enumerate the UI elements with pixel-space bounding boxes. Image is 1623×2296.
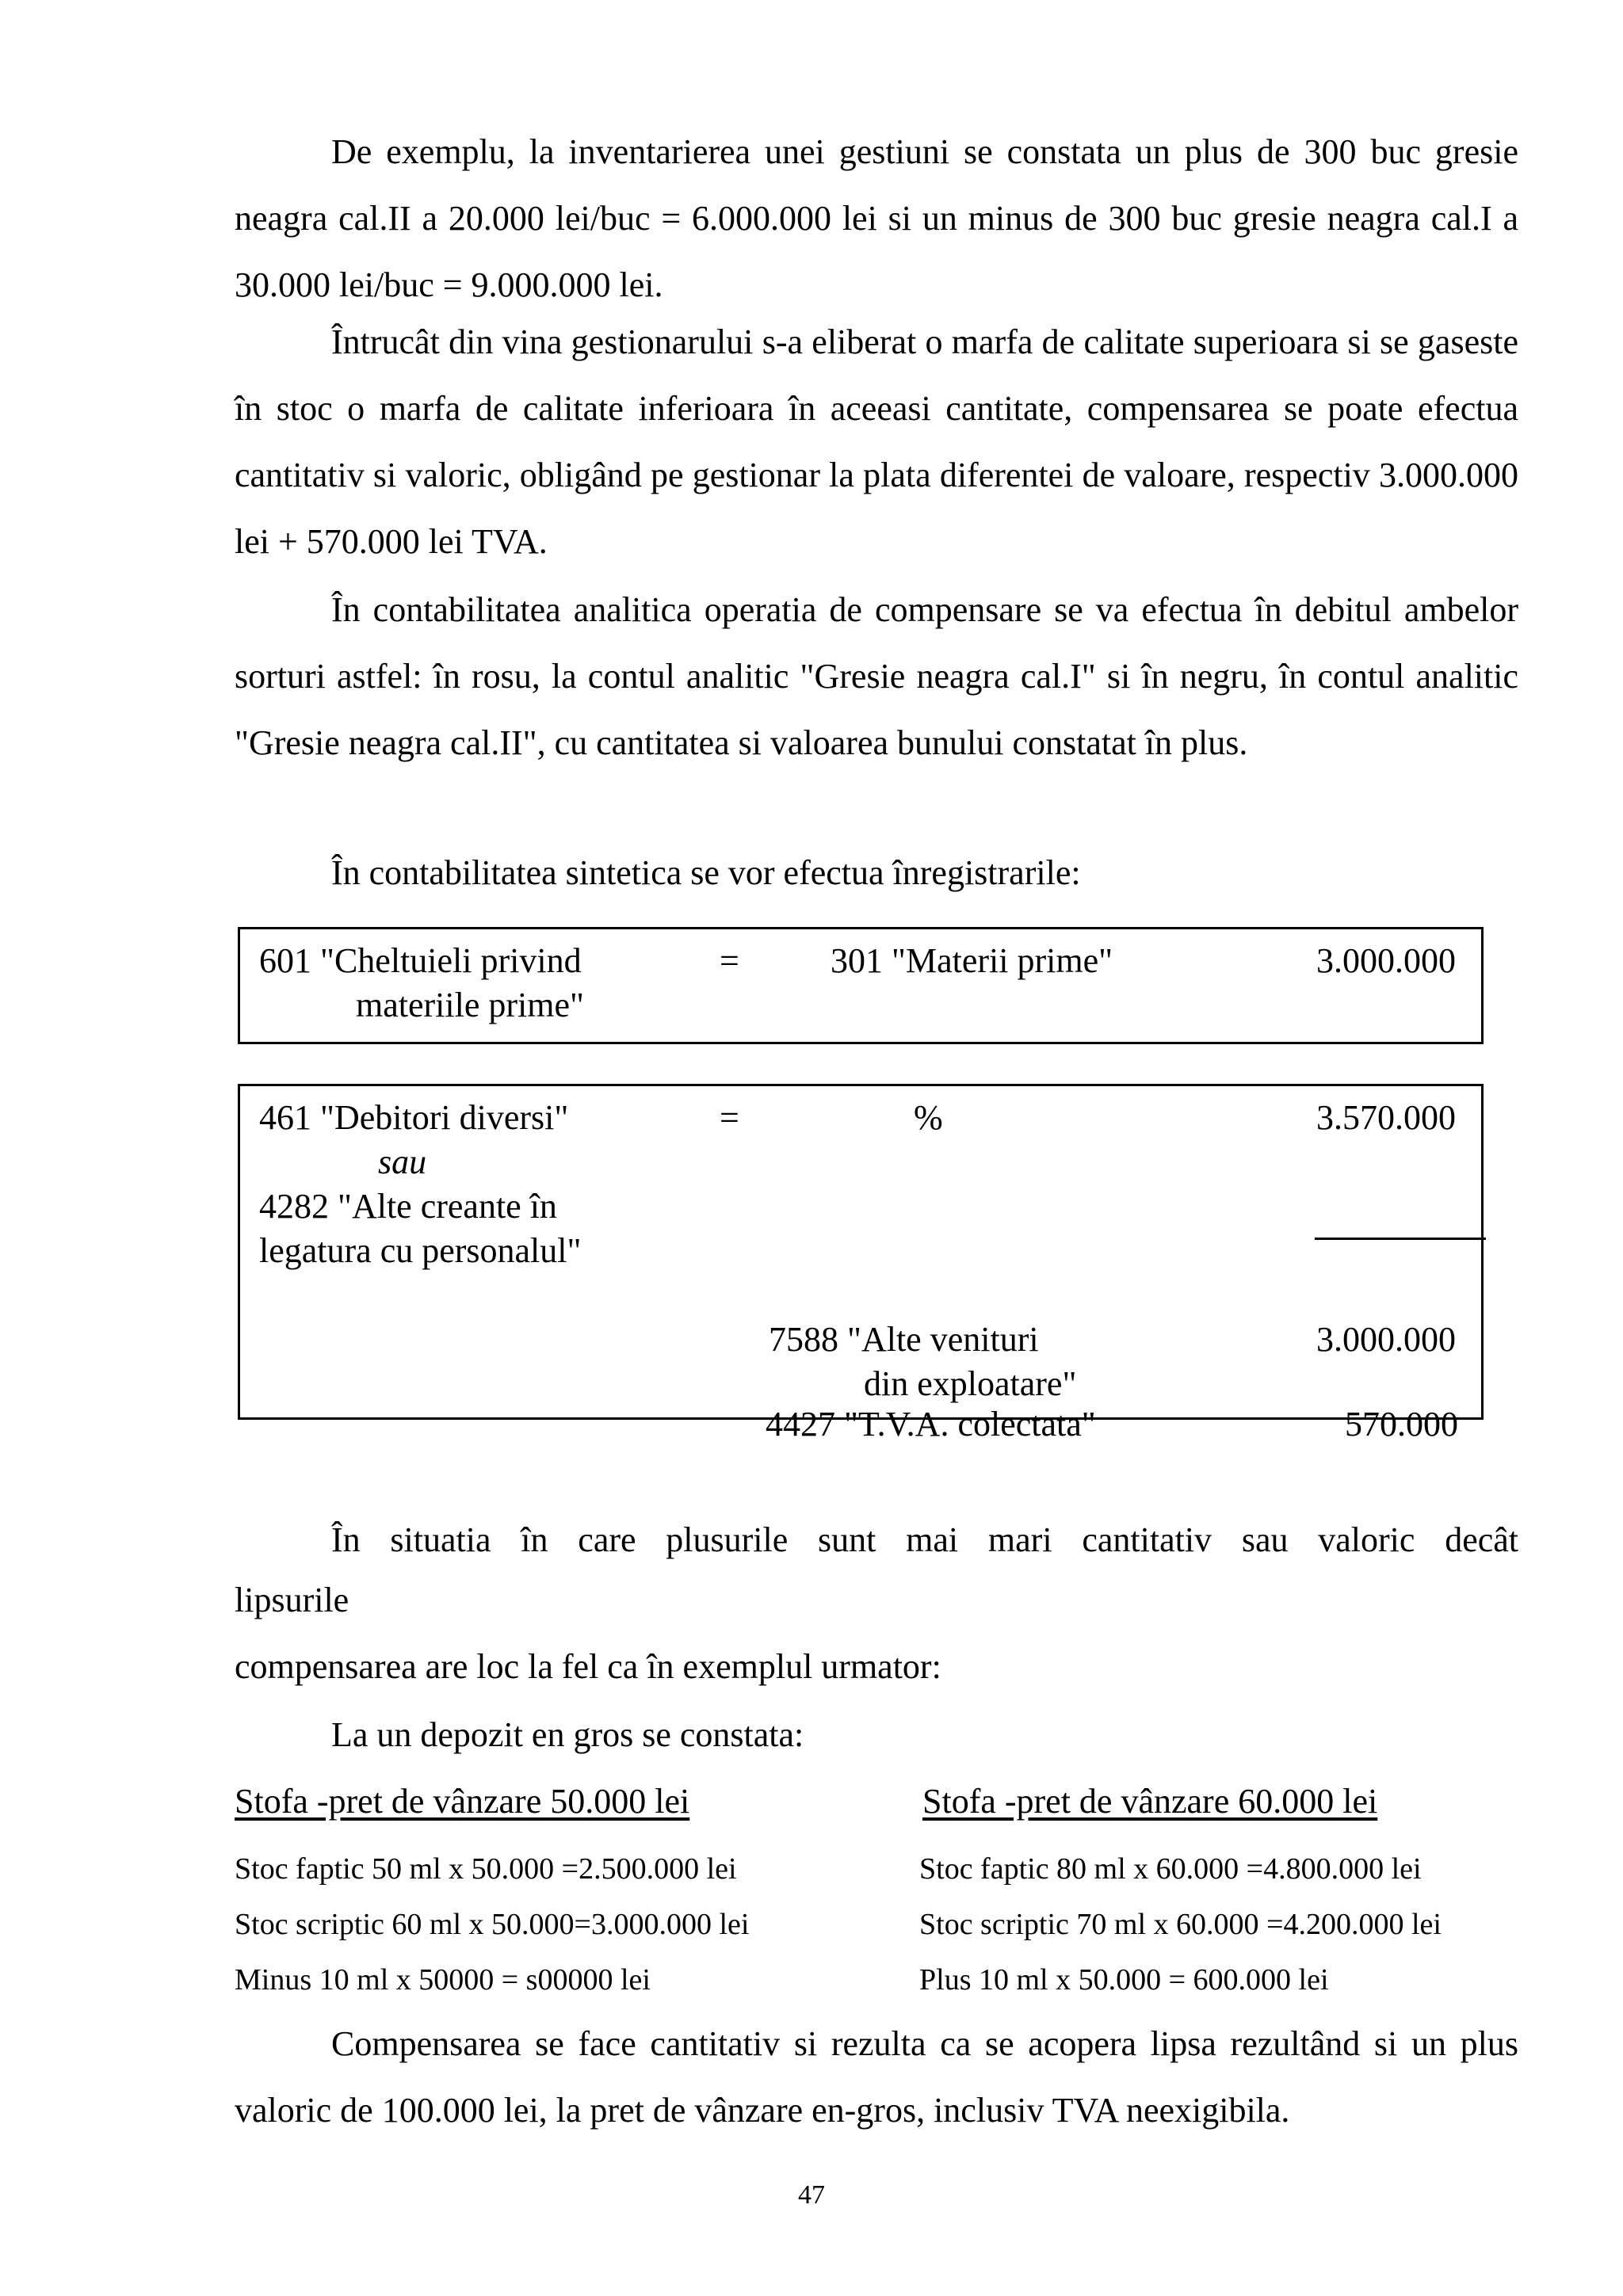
entry1-equals: = bbox=[720, 941, 739, 980]
paragraph-analytic: În contabilitatea analitica operatia de compensare se va efectua în debitul ambelor sorturi astfel: în rosu, la contul analitic "Gresie neagra cal.I" si în negru, în contul analitic "Gresie neagra cal.II", cu cantitatea si valoarea bunului constatat în plus. bbox=[235, 590, 1518, 762]
entry2-credit-4427-amount: 570.000 bbox=[1345, 1405, 1458, 1444]
paragraph-conclusion: Compensarea se face cantitativ si rezulta ca se acopera lipsa rezultând si un plus valoric de 100.000 lei, la pret de vânzare en-gros, inclusiv TVA neexigibila. bbox=[235, 2024, 1518, 2130]
stock-left-line: Stoc faptic 50 ml x 50.000 =2.500.000 lei bbox=[235, 1852, 737, 1886]
entry2-credit-7588-amount: 3.000.000 bbox=[1316, 1320, 1456, 1359]
entry1-debit-account-cont: materiile prime" bbox=[356, 986, 584, 1024]
paragraph-situation-cont2: compensarea are loc la fel ca în exemplul urmator: bbox=[235, 1647, 941, 1686]
entry2-percent-sign: % bbox=[914, 1098, 943, 1137]
paragraph-situation-cont: lipsurile bbox=[235, 1581, 349, 1619]
entry1-amount: 3.000.000 bbox=[1316, 941, 1456, 980]
paragraph-compensation: Întrucât din vina gestionarului s-a eliberat o marfa de calitate superioara si se gaseste în stoc o marfa de calitate inferioara în aceeasi cantitate, compensarea se poate efectua cantitativ si valoric, obligând pe gestionar la plata diferentei de valoare, respectiv 3.000.000 lei + 570.000 lei TVA. bbox=[235, 322, 1518, 561]
stock-right-line: Stoc scriptic 70 ml x 60.000 =4.200.000 lei bbox=[919, 1908, 1442, 1941]
entry2-sau: sau bbox=[378, 1142, 427, 1181]
stock-right-line: Stoc faptic 80 ml x 60.000 =4.800.000 lei bbox=[919, 1852, 1422, 1886]
journal-entry-2 bbox=[238, 1084, 1484, 1420]
stock-left-title: Stofa -pret de vânzare 50.000 lei bbox=[235, 1782, 690, 1821]
entry2-credit-7588: 7588 "Alte venituri bbox=[769, 1320, 1039, 1359]
stock-left-line: Stoc scriptic 60 ml x 50.000=3.000.000 lei bbox=[235, 1908, 750, 1941]
entry2-debit-account: 461 "Debitori diversi" bbox=[259, 1098, 569, 1137]
paragraph-situation: În situatia în care plusurile sunt mai mari cantitativ sau valoric decât bbox=[331, 1520, 1518, 1559]
entry2-credit-4427: 4427 "T.V.A. colectata" bbox=[766, 1405, 1096, 1444]
entry1-credit-account: 301 "Materii prime" bbox=[831, 941, 1113, 980]
entry1-debit-account: 601 "Cheltuieli privind bbox=[259, 941, 582, 980]
stock-left-line: Minus 10 ml x 50000 = s00000 lei bbox=[235, 1963, 651, 1997]
stock-right-line: Plus 10 ml x 50.000 = 600.000 lei bbox=[919, 1963, 1329, 1997]
page-number: 47 bbox=[798, 2180, 825, 2210]
paragraph-example: De exemplu, la inventarierea unei gestiuni se constata un plus de 300 buc gresie neagra cal.II a 20.000 lei/buc = 6.000.000 lei si un minus de 300 buc gresie neagra cal.I a 30.000 lei/buc = 9.000.000 lei. bbox=[235, 132, 1518, 304]
paragraph-depot: La un depozit en gros se constata: bbox=[331, 1715, 804, 1754]
stock-right-title: Stofa -pret de vânzare 60.000 lei bbox=[922, 1782, 1378, 1821]
entry2-amount: 3.570.000 bbox=[1316, 1098, 1456, 1137]
journal-entry-1 bbox=[238, 927, 1484, 1044]
entry2-equals: = bbox=[720, 1098, 739, 1137]
entry2-credit-7588-cont: din exploatare" bbox=[864, 1364, 1077, 1403]
paragraph-synthetic: În contabilitatea sintetica se vor efectua înregistrarile: bbox=[331, 853, 1081, 892]
entry2-debit-alt-account: 4282 "Alte creante în bbox=[259, 1187, 557, 1226]
entry2-total-rule bbox=[1315, 1238, 1486, 1240]
entry2-debit-alt-account-cont: legatura cu personalul" bbox=[259, 1231, 582, 1270]
